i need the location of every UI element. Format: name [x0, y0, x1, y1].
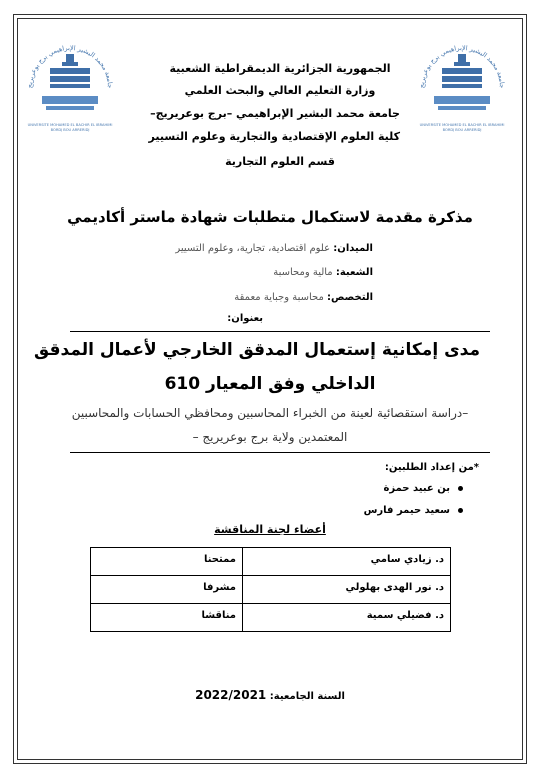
table-row	[91, 604, 450, 631]
field-branch-value: مالية ومحاسبة	[273, 267, 333, 278]
committee-title: أعضاء لجنة المناقشة	[214, 523, 326, 536]
student-name: بن عبيد حمزة	[383, 483, 450, 494]
thesis-title-line-1: مدى إمكانية إستعمال المدقق الخارجي لأعمال المدقق	[34, 340, 480, 360]
committee-name: د. نور الهدى بهلولي	[345, 582, 444, 593]
header-university: جامعة محمد البشير الإبراهيمي –برج بوعريريج–	[150, 107, 400, 120]
header-faculty: كلية العلوم الإقتصادية والتجارية وعلوم التسيير	[148, 130, 400, 143]
logo-english-name: UNIVERSITE MOHAMED EL BACHIR EL IBRAHIMI	[419, 123, 505, 127]
table-row	[91, 548, 450, 576]
field-specialty	[234, 292, 373, 303]
header-department: قسم العلوم التجارية	[225, 155, 335, 168]
logo-arabic-arc: جامعة محمد البشير الإبراهيمي برج بوعريريج	[417, 43, 507, 89]
bullet-icon	[458, 508, 463, 513]
field-branch-label: الشعبة:	[335, 267, 373, 278]
committee-role: ممتحنا	[91, 548, 243, 575]
committee-role: مشرفا	[91, 576, 243, 603]
prepared-by-label: *من إعداد الطلبين:	[384, 462, 479, 473]
student-item	[383, 483, 463, 494]
committee-name: د. فضيلي سمية	[366, 610, 444, 621]
academic-year-label: السنة الجامعية:	[269, 691, 345, 702]
bullet-icon	[458, 486, 463, 491]
committee-role: مناقشا	[91, 604, 243, 631]
header-ministry: وزارة التعليم العالي والبحث العلمي	[184, 84, 376, 97]
logo-english-name: UNIVERSITE MOHAMED EL BACHIR EL IBRAHIMI	[27, 123, 113, 127]
title-label-text: بعنوان:	[227, 313, 263, 324]
field-domain-label: الميدان:	[333, 243, 373, 254]
student-name: سعيد حيمر فارس	[363, 505, 450, 516]
field-branch	[273, 267, 373, 278]
student-item	[364, 505, 463, 516]
logo-arabic-arc: جامعة محمد البشير الإبراهيمي برج بوعريريج	[25, 43, 115, 89]
logo-city: BORDJ BOU ARRERIDJ	[442, 128, 482, 132]
subtitle-line-2: المعتمدين ولاية برج بوعريريج –	[192, 430, 348, 444]
field-specialty-value: محاسبة وجباية معمقة	[234, 292, 324, 303]
table-row	[91, 576, 450, 604]
field-domain-value: علوم اقتصادية، تجارية، وعلوم التسيير	[175, 243, 331, 254]
committee-name: د. زيادي سامي	[370, 554, 444, 565]
memoir-title: مذكرة مقدمة لاستكمال متطلبات شهادة ماستر أكاديمي	[67, 208, 473, 226]
header-republic: الجمهورية الجزائرية الديمقراطية الشعبية	[169, 62, 391, 75]
subtitle-line-1: –دراسة استقصائية لعينة من الخبراء المحاسبين ومحافظي الحسابات والمحاسبين	[71, 406, 469, 420]
divider-bottom	[70, 452, 490, 453]
divider-top	[70, 331, 490, 332]
field-domain	[175, 243, 373, 254]
academic-year-value: 2022/2021	[195, 688, 267, 702]
logo-city: BORDJ BOU ARRERIDJ	[50, 128, 90, 132]
university-logo-left	[20, 40, 120, 140]
field-specialty-label: التخصص:	[327, 292, 373, 303]
academic-year	[180, 688, 360, 702]
thesis-title-line-2: الداخلي وفق المعيار 610	[164, 374, 376, 394]
title-label	[227, 313, 263, 324]
university-logo-right	[412, 40, 512, 140]
committee-table	[90, 547, 451, 632]
